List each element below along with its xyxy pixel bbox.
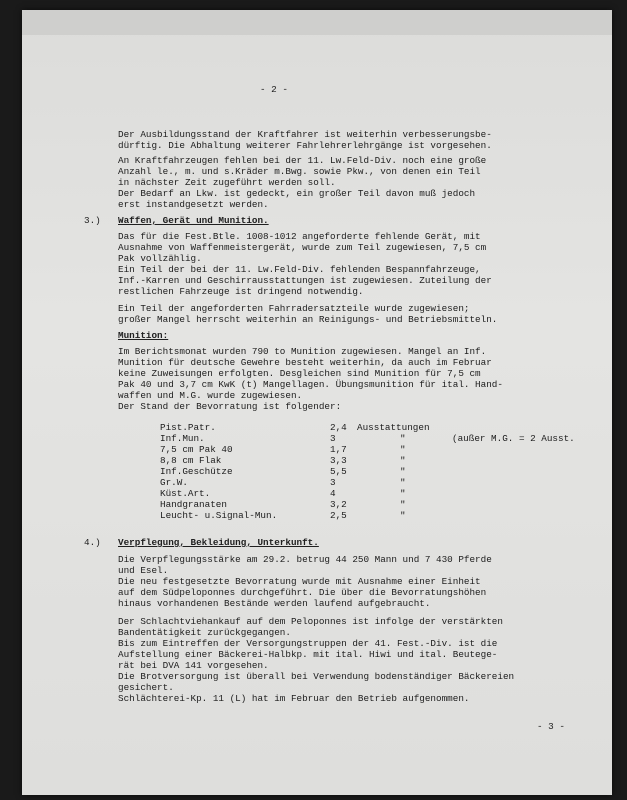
stock-item: 8,8 cm Flak [160, 455, 222, 466]
stock-value: 5,5 [330, 466, 347, 477]
ditto-mark: " [400, 444, 406, 455]
stock-value: 2,4 [330, 422, 347, 433]
text-line: Anzahl le., m. und s.Kräder m.Bwg. sowie Pkw., von denen ein Teil [118, 166, 481, 177]
text-line: Ausnahme von Waffenmeistergerät, wurde zum Teil zugewiesen, 7,5 cm [118, 242, 487, 253]
text-line: An Kraftfahrzeugen fehlen bei der 11. Lw.Feld-Div. noch eine große [118, 155, 487, 166]
stock-value: 3 [330, 477, 336, 488]
section-4-number: 4.) [84, 537, 101, 548]
text-line: erst instandgesetzt werden. [118, 199, 269, 210]
stock-value: 3 [330, 433, 336, 444]
text-line: Aufstellung einer Bäckerei-Halbkp. mit ital. Hiwi und ital. Beutege- [118, 649, 498, 660]
text-line: Der Schlachtviehankauf auf dem Peloponnes ist infolge der verstärkten [118, 616, 503, 627]
text-line: Bandentätigkeit zurückgegangen. [118, 627, 291, 638]
page-number-bottom: - 3 - [537, 721, 565, 732]
text-line: Das für die Fest.Btle. 1008-1012 angeforderte fehlende Gerät, mit [118, 231, 481, 242]
munition-heading: Munition: [118, 330, 169, 341]
stock-value: 1,7 [330, 444, 347, 455]
document-page [22, 10, 612, 795]
text-line: großer Mangel herrscht weiterhin an Reinigungs- und Betriebsmitteln. [118, 314, 498, 325]
stock-item: Pist.Patr. [160, 422, 216, 433]
text-line: Im Berichtsmonat wurden 790 to Munition zugewiesen. Mangel an Inf. [118, 346, 487, 357]
section-3-number: 3.) [84, 215, 101, 226]
stock-item: Inf.Geschütze [160, 466, 233, 477]
text-line: Munition für deutsche Gewehre besteht weiterhin, da auch im Februar [118, 357, 492, 368]
text-line: restlichen Fahrzeuge ist dringend notwendig. [118, 286, 364, 297]
text-line: Inf.-Karren und Geschirrausstattungen ist zugewiesen. Zuteilung der [118, 275, 492, 286]
text-line: Ein Teil der bei der 11. Lw.Feld-Div. fehlenden Bespannfahrzeuge, [118, 264, 481, 275]
text-line: hinaus vorhandenen Bestände werden laufend aufgebraucht. [118, 598, 431, 609]
stock-item: Leucht- u.Signal-Mun. [160, 510, 278, 521]
text-line: Die Verpflegungsstärke am 29.2. betrug 44 250 Mann und 7 430 Pferde [118, 554, 492, 565]
stock-item: Handgranaten [160, 499, 227, 510]
stock-unit: Ausstattungen [357, 422, 430, 433]
stock-note: (außer M.G. = 2 Ausst. [452, 433, 575, 444]
ditto-mark: " [400, 433, 406, 444]
text-line: Pak 40 und 3,7 cm KwK (t) Mangellagen. Übungsmunition für ital. Hand- [118, 379, 503, 390]
text-line: Der Ausbildungsstand der Kraftfahrer ist weiterhin verbesserungsbe- [118, 129, 492, 140]
ditto-mark: " [400, 477, 406, 488]
text-line: Schlächterei-Kp. 11 (L) hat im Februar den Betrieb aufgenommen. [118, 693, 470, 704]
stock-item: 7,5 cm Pak 40 [160, 444, 233, 455]
ditto-mark: " [400, 488, 406, 499]
ditto-mark: " [400, 455, 406, 466]
text-line: auf dem Südpeloponnes durchgeführt. Die über die Bevorratungshöhen [118, 587, 487, 598]
stock-item: Gr.W. [160, 477, 188, 488]
text-line: und Esel. [118, 565, 169, 576]
text-line: Der Stand der Bevorratung ist folgender: [118, 401, 342, 412]
stock-item: Küst.Art. [160, 488, 211, 499]
section-4-heading: Verpflegung, Bekleidung, Unterkunft. [118, 537, 319, 548]
text-line: Die Brotversorgung ist überall bei Verwendung bodenständiger Bäckereien [118, 671, 515, 682]
section-3-heading: Waffen, Gerät und Munition. [118, 215, 269, 226]
stock-value: 2,5 [330, 510, 347, 521]
ditto-mark: " [400, 499, 406, 510]
text-line: in nächster Zeit zugeführt werden soll. [118, 177, 336, 188]
stock-value: 3,2 [330, 499, 347, 510]
text-line: Der Bedarf an Lkw. ist gedeckt, ein großer Teil davon muß jedoch [118, 188, 476, 199]
document-text [22, 10, 612, 795]
ditto-mark: " [400, 510, 406, 521]
text-line: gesichert. [118, 682, 174, 693]
stock-value: 4 [330, 488, 336, 499]
text-line: Pak vollzählig. [118, 253, 202, 264]
ditto-mark: " [400, 466, 406, 477]
text-line: Bis zum Eintreffen der Versorgungstruppen der 41. Fest.-Div. ist die [118, 638, 498, 649]
page-number-top: - 2 - [260, 84, 288, 95]
text-line: Ein Teil der angeforderten Fahrradersatzteile wurde zugewiesen; [118, 303, 470, 314]
text-line: rät bei DVA 141 vorgesehen. [118, 660, 269, 671]
text-line: dürftig. Die Abhaltung weiterer Fahrlehrerlehrgänge ist vorgesehen. [118, 140, 492, 151]
text-line: keine Zuweisungen erfolgten. Desgleichen sind Munition für 7,5 cm [118, 368, 481, 379]
stock-value: 3,3 [330, 455, 347, 466]
stock-item: Inf.Mun. [160, 433, 205, 444]
text-line: Die neu festgesetzte Bevorratung wurde mit Ausnahme einer Einheit [118, 576, 481, 587]
text-line: waffen und M.G. wurde zugewiesen. [118, 390, 303, 401]
